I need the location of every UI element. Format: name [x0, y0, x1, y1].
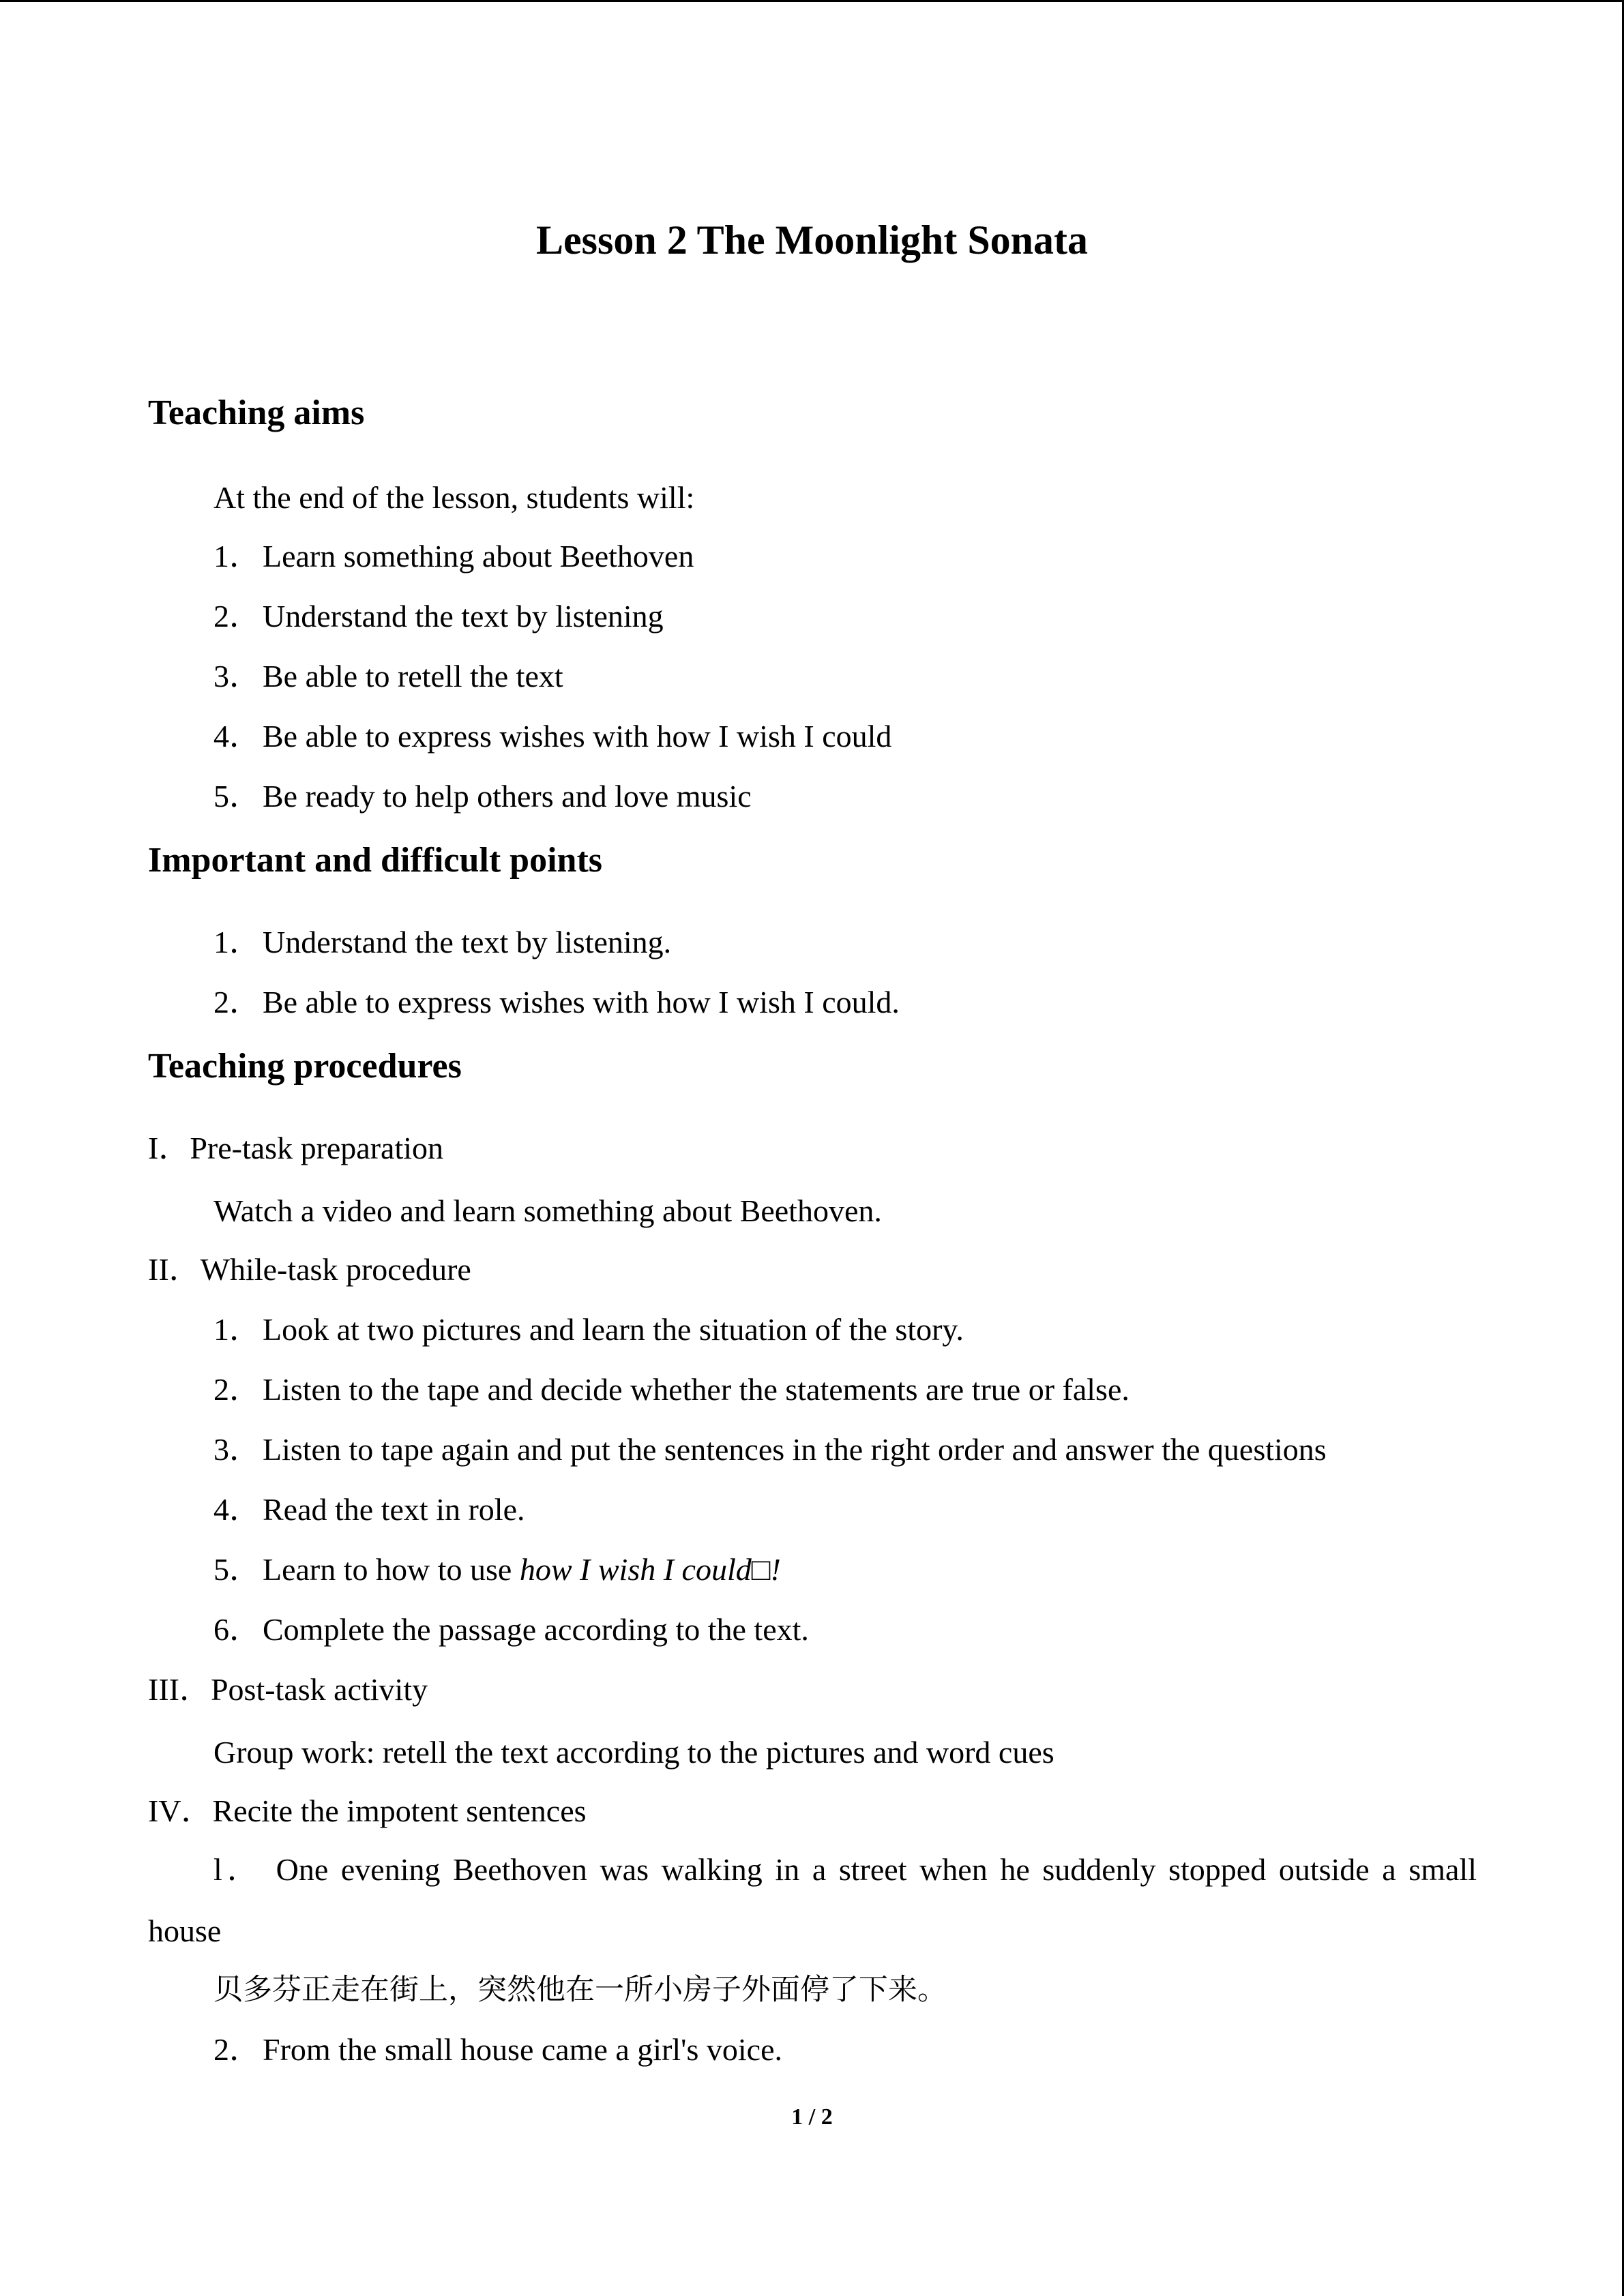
points-heading: Important and difficult points [148, 841, 602, 880]
recite-sentence-1-translation: 贝多芬正走在街上，突然他在一所小房子外面停了下来。 [213, 1973, 947, 2007]
aims-item: 4．Be able to express wishes with how I wish I could [213, 719, 892, 754]
aims-item: 3．Be able to retell the text [213, 659, 563, 694]
page-number: 1 / 2 [791, 2104, 833, 2130]
aims-item: 2．Understand the text by listening [213, 599, 664, 633]
pre-task-detail: Watch a video and learn something about Beethoven. [213, 1193, 882, 1228]
recite-label: IV．Recite the impotent sentences [148, 1793, 587, 1828]
page-title: Lesson 2 The Moonlight Sonata [535, 218, 1089, 263]
procedures-heading: Teaching procedures [148, 1047, 462, 1086]
recite-sentence-1-wrap: house [148, 1913, 222, 1948]
teaching-aims-heading: Teaching aims [148, 393, 365, 432]
points-item: 1．Understand the text by listening. [213, 925, 672, 959]
while-task-label: II．While-task procedure [148, 1252, 471, 1287]
aims-item: 1．Learn something about Beethoven [213, 539, 694, 573]
page-top-border [0, 0, 1624, 2]
recite-sentence-1: l． One evening Beethoven was walking in a street when he suddenly stopped outside a small [213, 1852, 1477, 1887]
post-task-detail: Group work: retell the text according to the pictures and word cues [213, 1735, 1054, 1770]
while-task-item: 6．Complete the passage according to the text. [213, 1612, 809, 1647]
while-task-item: 3．Listen to tape again and put the sentences in the right order and answer the questions [213, 1432, 1327, 1467]
points-item: 2．Be able to express wishes with how I wish I could. [213, 985, 900, 1019]
aims-item: 5．Be ready to help others and love music [213, 779, 752, 814]
while-task-item: 4．Read the text in role. [213, 1492, 525, 1527]
pre-task-label: I．Pre-task preparation [148, 1131, 444, 1165]
post-task-label: III．Post-task activity [148, 1672, 428, 1707]
while-task-item: 5．Learn to how to use how I wish I could□! [213, 1552, 781, 1587]
while-task-item: 2．Listen to the tape and decide whether the statements are true or false. [213, 1372, 1130, 1407]
while-task-item: 1．Look at two pictures and learn the situation of the story. [213, 1312, 964, 1347]
aims-intro: At the end of the lesson, students will: [213, 480, 695, 515]
recite-sentence-2: 2．From the small house came a girl's voice. [213, 2032, 782, 2067]
